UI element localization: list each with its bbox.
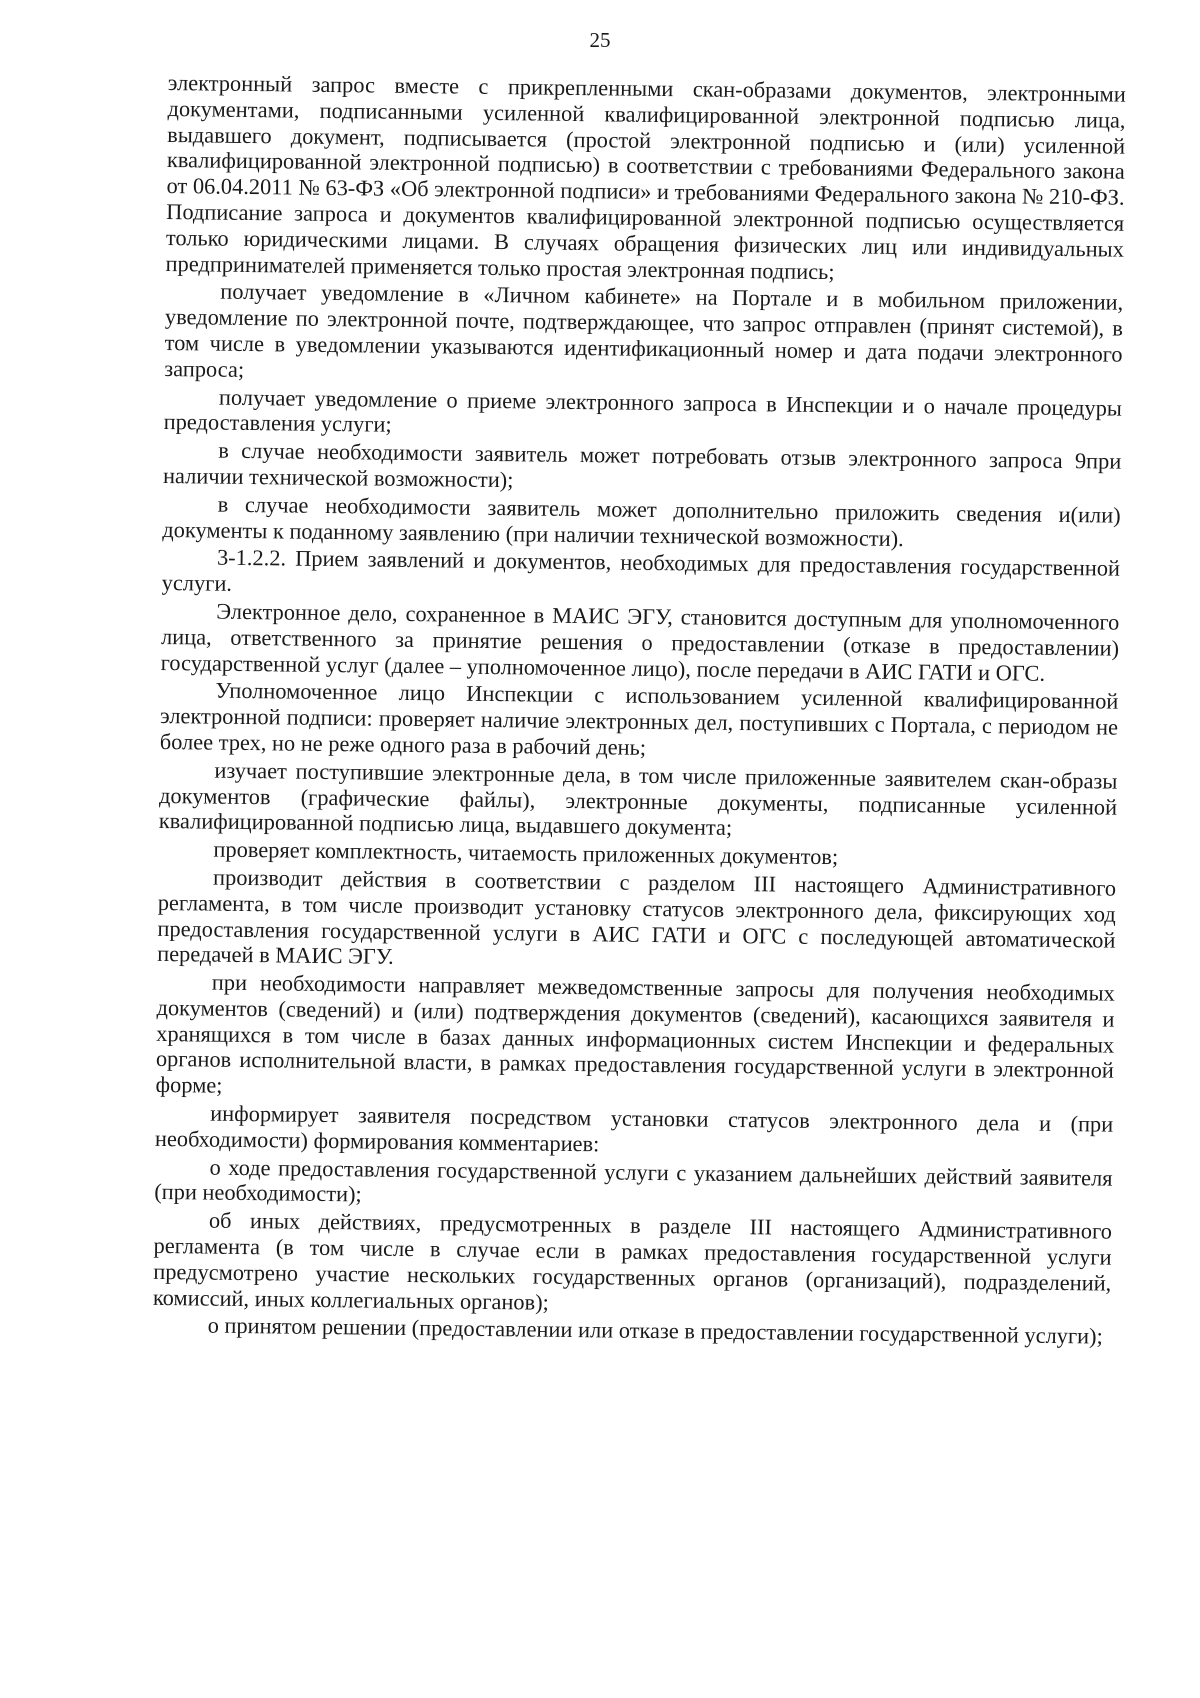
- paragraph-interagency-requests: при необходимости направляет межведомственные запросы для получения необходимых документов (сведений) и (или) подтверждения документов (сведений), касающихся заявителя и хранящихся в том числе в базах данных информационных систем Инспекции и федеральных органов исполнительной власти, в рамках предоставления государственной услуги в электронной форме;: [155, 969, 1115, 1099]
- page-number: 25: [589, 28, 611, 52]
- paragraph-other-actions: об иных действиях, предусмотренных в разделе III настоящего Административного регламента (в том числе в случае если в рамках предоставления государственной услуги предусмотрено участие нескольких государственных органов (организаций), подразделений, комиссий, иных коллегиальных органов);: [152, 1207, 1113, 1315]
- paragraph-informs-applicant: информирует заявителя посредством установки статусов электронного дела и (при необходимости) формирования комментариев:: [154, 1100, 1114, 1157]
- paragraph-electronic-case-available: Электронное дело, сохраненное в МАИС ЭГУ, становится доступным для уполномоченного лица, ответственного за принятие решения о предоставлении (отказе в предоставлении) государственной услуг (далее – уполномоченное лицо), после передачи в АИС ГАТИ и ОГС.: [160, 598, 1120, 686]
- paragraph-receives-notification-portal: получает уведомление в «Личном кабинете» на Портале и в мобильном приложении, уведомление по электронной почте, подтверждающее, что запрос отправлен (принят системой), в том числе в уведомлении указываются идентификационный номер и дата подачи электронного запроса;: [164, 279, 1124, 382]
- paragraph-studies-electronic-cases: изучает поступившие электронные дела, в том числе приложенные заявителем скан-образы документов (графические файлы), электронные документы, подписанные усиленной квалифицированной подписью лица, выдавшего документа;: [158, 757, 1118, 841]
- paragraph-electronic-request: электронный запрос вместе с прикрепленными скан-образами документов, электронными документами, подписанными усиленной квалифицированной электронной подписью лица, выдавшего документ, подписывается (простой электронной подписью и (или) усиленной квалифицированной электронной подписью) в соответствии с требованиями Федерального закона от 06.04.2011 № 63-ФЗ «Об электронной подписи» и требованиями Федерального закона № 210-ФЗ. Подписание запроса и документов квалифицированной электронной подписью осуществляется только юридическими лицами. В случаях обращения физических лиц или индивидуальных предпринимателей применяется только простая электронная подпись;: [165, 70, 1126, 284]
- paragraph-attach-additional-documents: в случае необходимости заявитель может дополнительно приложить сведения и(или) документы к поданному заявлению (при наличии технической возможности).: [162, 491, 1121, 551]
- paragraph-checks-completeness: проверяет комплектность, читаемость приложенных документов;: [213, 836, 839, 870]
- paragraph-request-withdrawal: в случае необходимости заявитель может потребовать отзыв электронного запроса 9при наличии технической возможности);: [162, 437, 1122, 493]
- section-heading-3-1-2-2: 3-1.2.2. Прием заявлений и документов, необходимых для предоставления государственной услуги.: [161, 544, 1121, 596]
- paragraph-progress-of-service: о ходе предоставления государственной услуги с указанием дальнейших действий заявителя (при необходимости);: [154, 1154, 1113, 1207]
- paragraph-receives-notification-acceptance: получает уведомление о приеме электронного запроса в Инспекции и о начале процедуры предоставления услуги;: [163, 384, 1123, 438]
- paragraph-authorized-person-checks: Уполномоченное лицо Инспекции с использованием усиленной квалифицированной электронной подписи: проверяет наличие электронных дел, поступивших с Портала, с периодом не более трех, но не реже одного раза в рабочий день;: [159, 677, 1119, 760]
- paragraph-performs-actions: производит действия в соответствии с разделом III настоящего Административного регламента, в том числе производит установку статусов электронного дела, фиксирующих ход предоставления государственной услуги в АИС ГАТИ и ОГС с последующей автоматической передачей в МАИС ЭГУ.: [157, 864, 1117, 970]
- document-body: [152, 70, 1125, 1352]
- paragraph-decision-made: о принятом решении (предоставлении или отказе в предоставлении государственной услуги);: [207, 1313, 1103, 1349]
